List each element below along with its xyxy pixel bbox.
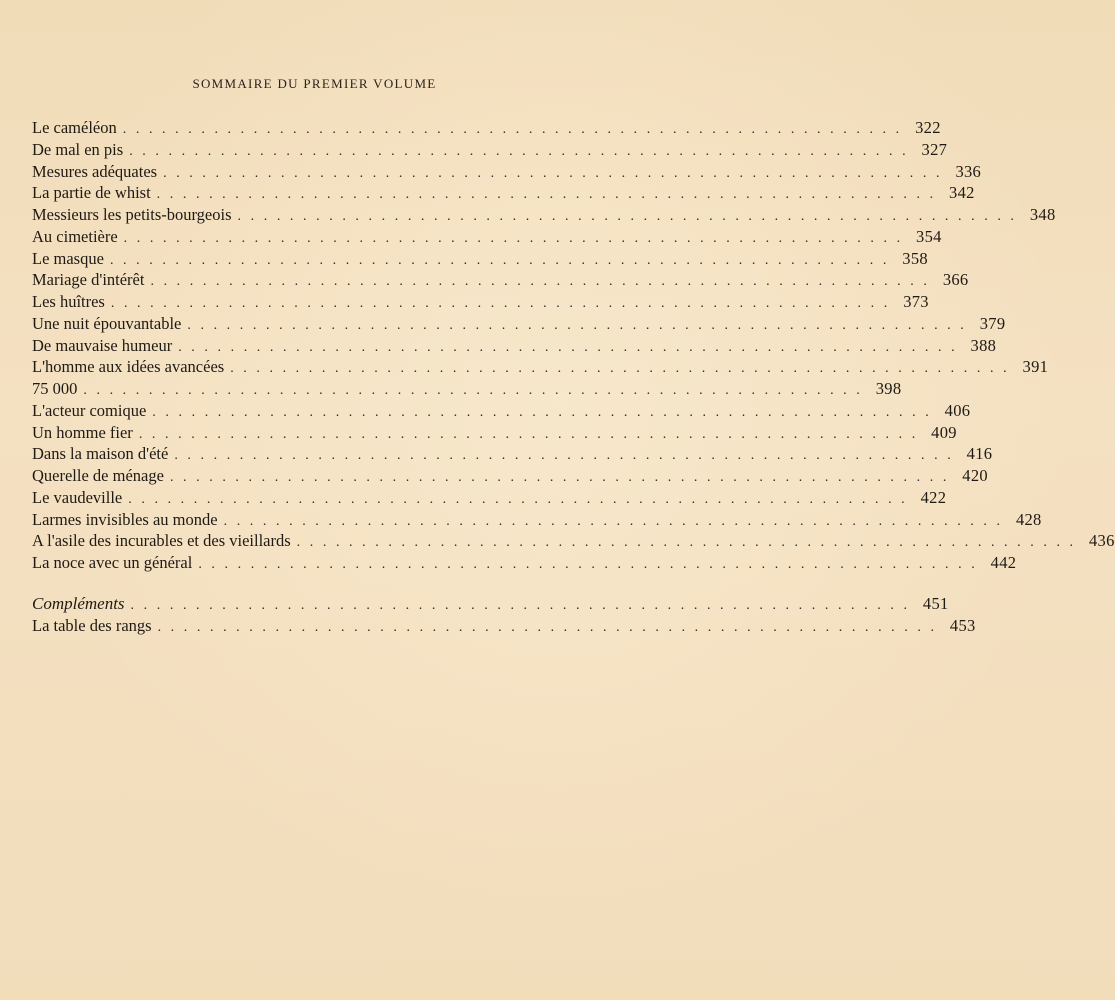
toc-entry: [32, 204, 1056, 226]
dot-leader: ............................................................: [178, 339, 965, 355]
toc-entry-page: 366: [942, 270, 969, 290]
toc-entry-title: Querelle de ménage: [32, 466, 164, 485]
toc-entry-title: L'homme aux idées avancées: [32, 357, 225, 377]
toc-entry: [32, 182, 975, 204]
dot-leader: ............................................................: [187, 317, 974, 333]
toc-entry: [32, 615, 976, 637]
dot-leader: ............................................................: [128, 491, 915, 507]
table-of-contents: [32, 117, 1115, 636]
toc-main-entries: [32, 117, 1115, 574]
dot-leader: ............................................................: [122, 122, 909, 137]
toc-entry-page: 322: [915, 118, 941, 137]
toc-entry-page: 358: [902, 248, 928, 268]
toc-entry-title: 75 000: [32, 379, 78, 398]
dot-leader: ............................................................: [157, 619, 944, 635]
dot-leader: ............................................................: [223, 513, 1010, 529]
toc-entry: [32, 356, 1049, 378]
toc-entry: [32, 117, 941, 139]
toc-entry-title: Le vaudeville: [32, 487, 123, 507]
toc-entry-title: Un homme fier: [32, 422, 133, 442]
toc-entry-title: Au cimetière: [32, 226, 118, 246]
toc-entry-page: 373: [903, 292, 929, 311]
toc-entry-page: 406: [944, 400, 971, 420]
toc-entry-page: 442: [990, 553, 1017, 572]
toc-entry-page: 409: [931, 422, 957, 442]
dot-leader: ............................................................: [123, 230, 910, 246]
toc-entry-page: 391: [1022, 357, 1049, 377]
toc-entry: [32, 269, 969, 291]
toc-entry-title: La table des rangs: [32, 615, 152, 635]
toc-entry-page: 398: [875, 379, 902, 398]
dot-leader: ............................................................: [230, 361, 1017, 377]
toc-entry-title: Dans la maison d'été: [32, 444, 169, 464]
toc-entry: [32, 465, 988, 487]
toc-entry-page: 420: [962, 466, 988, 485]
dot-leader: ............................................................: [169, 470, 956, 485]
toc-entry-title: De mauvaise humeur: [32, 335, 173, 355]
toc-entry-title: La noce avec un général: [32, 553, 193, 572]
toc-entry: [32, 335, 997, 357]
toc-entry-title: Mariage d'intérêt: [32, 270, 145, 290]
toc-entry-title: Les huîtres: [32, 292, 105, 311]
dot-leader: ............................................................: [296, 535, 1083, 551]
section-gap: [32, 574, 506, 593]
toc-entry-page: 416: [966, 444, 993, 464]
toc-entry: [32, 400, 971, 422]
dot-leader: ............................................................: [174, 448, 961, 464]
toc-entry: [32, 226, 942, 248]
toc-entry-title: Mesures adéquates: [32, 161, 158, 181]
dot-leader: ............................................................: [109, 252, 896, 268]
toc-entry: [32, 248, 928, 270]
dot-leader: ............................................................: [130, 597, 917, 613]
toc-entry-page: 354: [916, 226, 942, 246]
toc-entry: [32, 291, 929, 313]
toc-entry-title: De mal en pis: [32, 139, 124, 159]
toc-supplement-entries: [32, 593, 976, 637]
dot-leader: ............................................................: [152, 404, 939, 420]
dot-leader: ............................................................: [163, 165, 950, 181]
toc-entry-title: Compléments: [32, 593, 125, 613]
toc-entry: [32, 487, 947, 509]
toc-entry-title: Une nuit épouvantable: [32, 313, 182, 333]
toc-entry-title: Le masque: [32, 248, 104, 268]
toc-entry-title: L'acteur comique: [32, 400, 147, 420]
toc-entry-page: 327: [921, 139, 948, 159]
toc-entry-page: 388: [970, 335, 997, 355]
toc-entry: [32, 378, 902, 400]
toc-entry: [32, 161, 982, 183]
toc-entry-page: 336: [955, 161, 982, 181]
dot-leader: ............................................................: [129, 143, 916, 159]
toc-entry-title: Larmes invisibles au monde: [32, 509, 218, 529]
toc-entry-page: 428: [1015, 509, 1042, 529]
dot-leader: ............................................................: [110, 296, 897, 311]
toc-entry: [32, 313, 1006, 335]
dot-leader: ............................................................: [83, 383, 870, 398]
toc-entry-page: 451: [922, 593, 949, 613]
dot-leader: ............................................................: [198, 557, 985, 572]
toc-entry: [32, 422, 957, 444]
toc-entry-title: La partie de whist: [32, 183, 151, 203]
toc-entry-title: A l'asile des incurables et des vieillards: [32, 531, 291, 551]
toc-entry: [32, 593, 949, 615]
toc-entry: [32, 509, 1042, 531]
toc-entry-title: Messieurs les petits-bourgeois: [32, 205, 232, 224]
running-head: SOMMAIRE DU PREMIER VOLUME: [192, 76, 437, 91]
toc-entry: [32, 443, 993, 465]
toc-entry-page: 453: [949, 615, 976, 635]
dot-leader: ............................................................: [156, 187, 943, 203]
dot-leader: ............................................................: [138, 426, 925, 442]
toc-entry: [32, 552, 1017, 574]
toc-entry-title: Le caméléon: [32, 118, 117, 137]
toc-entry-page: 422: [920, 487, 947, 507]
toc-entry: [32, 139, 948, 161]
dot-leader: ............................................................: [237, 209, 1024, 224]
dot-leader: ............................................................: [150, 274, 937, 290]
toc-entry-page: 348: [1029, 205, 1056, 224]
toc-entry: [32, 530, 1115, 552]
toc-entry-page: 436: [1089, 531, 1115, 551]
toc-entry-page: 342: [949, 183, 975, 203]
toc-entry-page: 379: [979, 313, 1006, 333]
